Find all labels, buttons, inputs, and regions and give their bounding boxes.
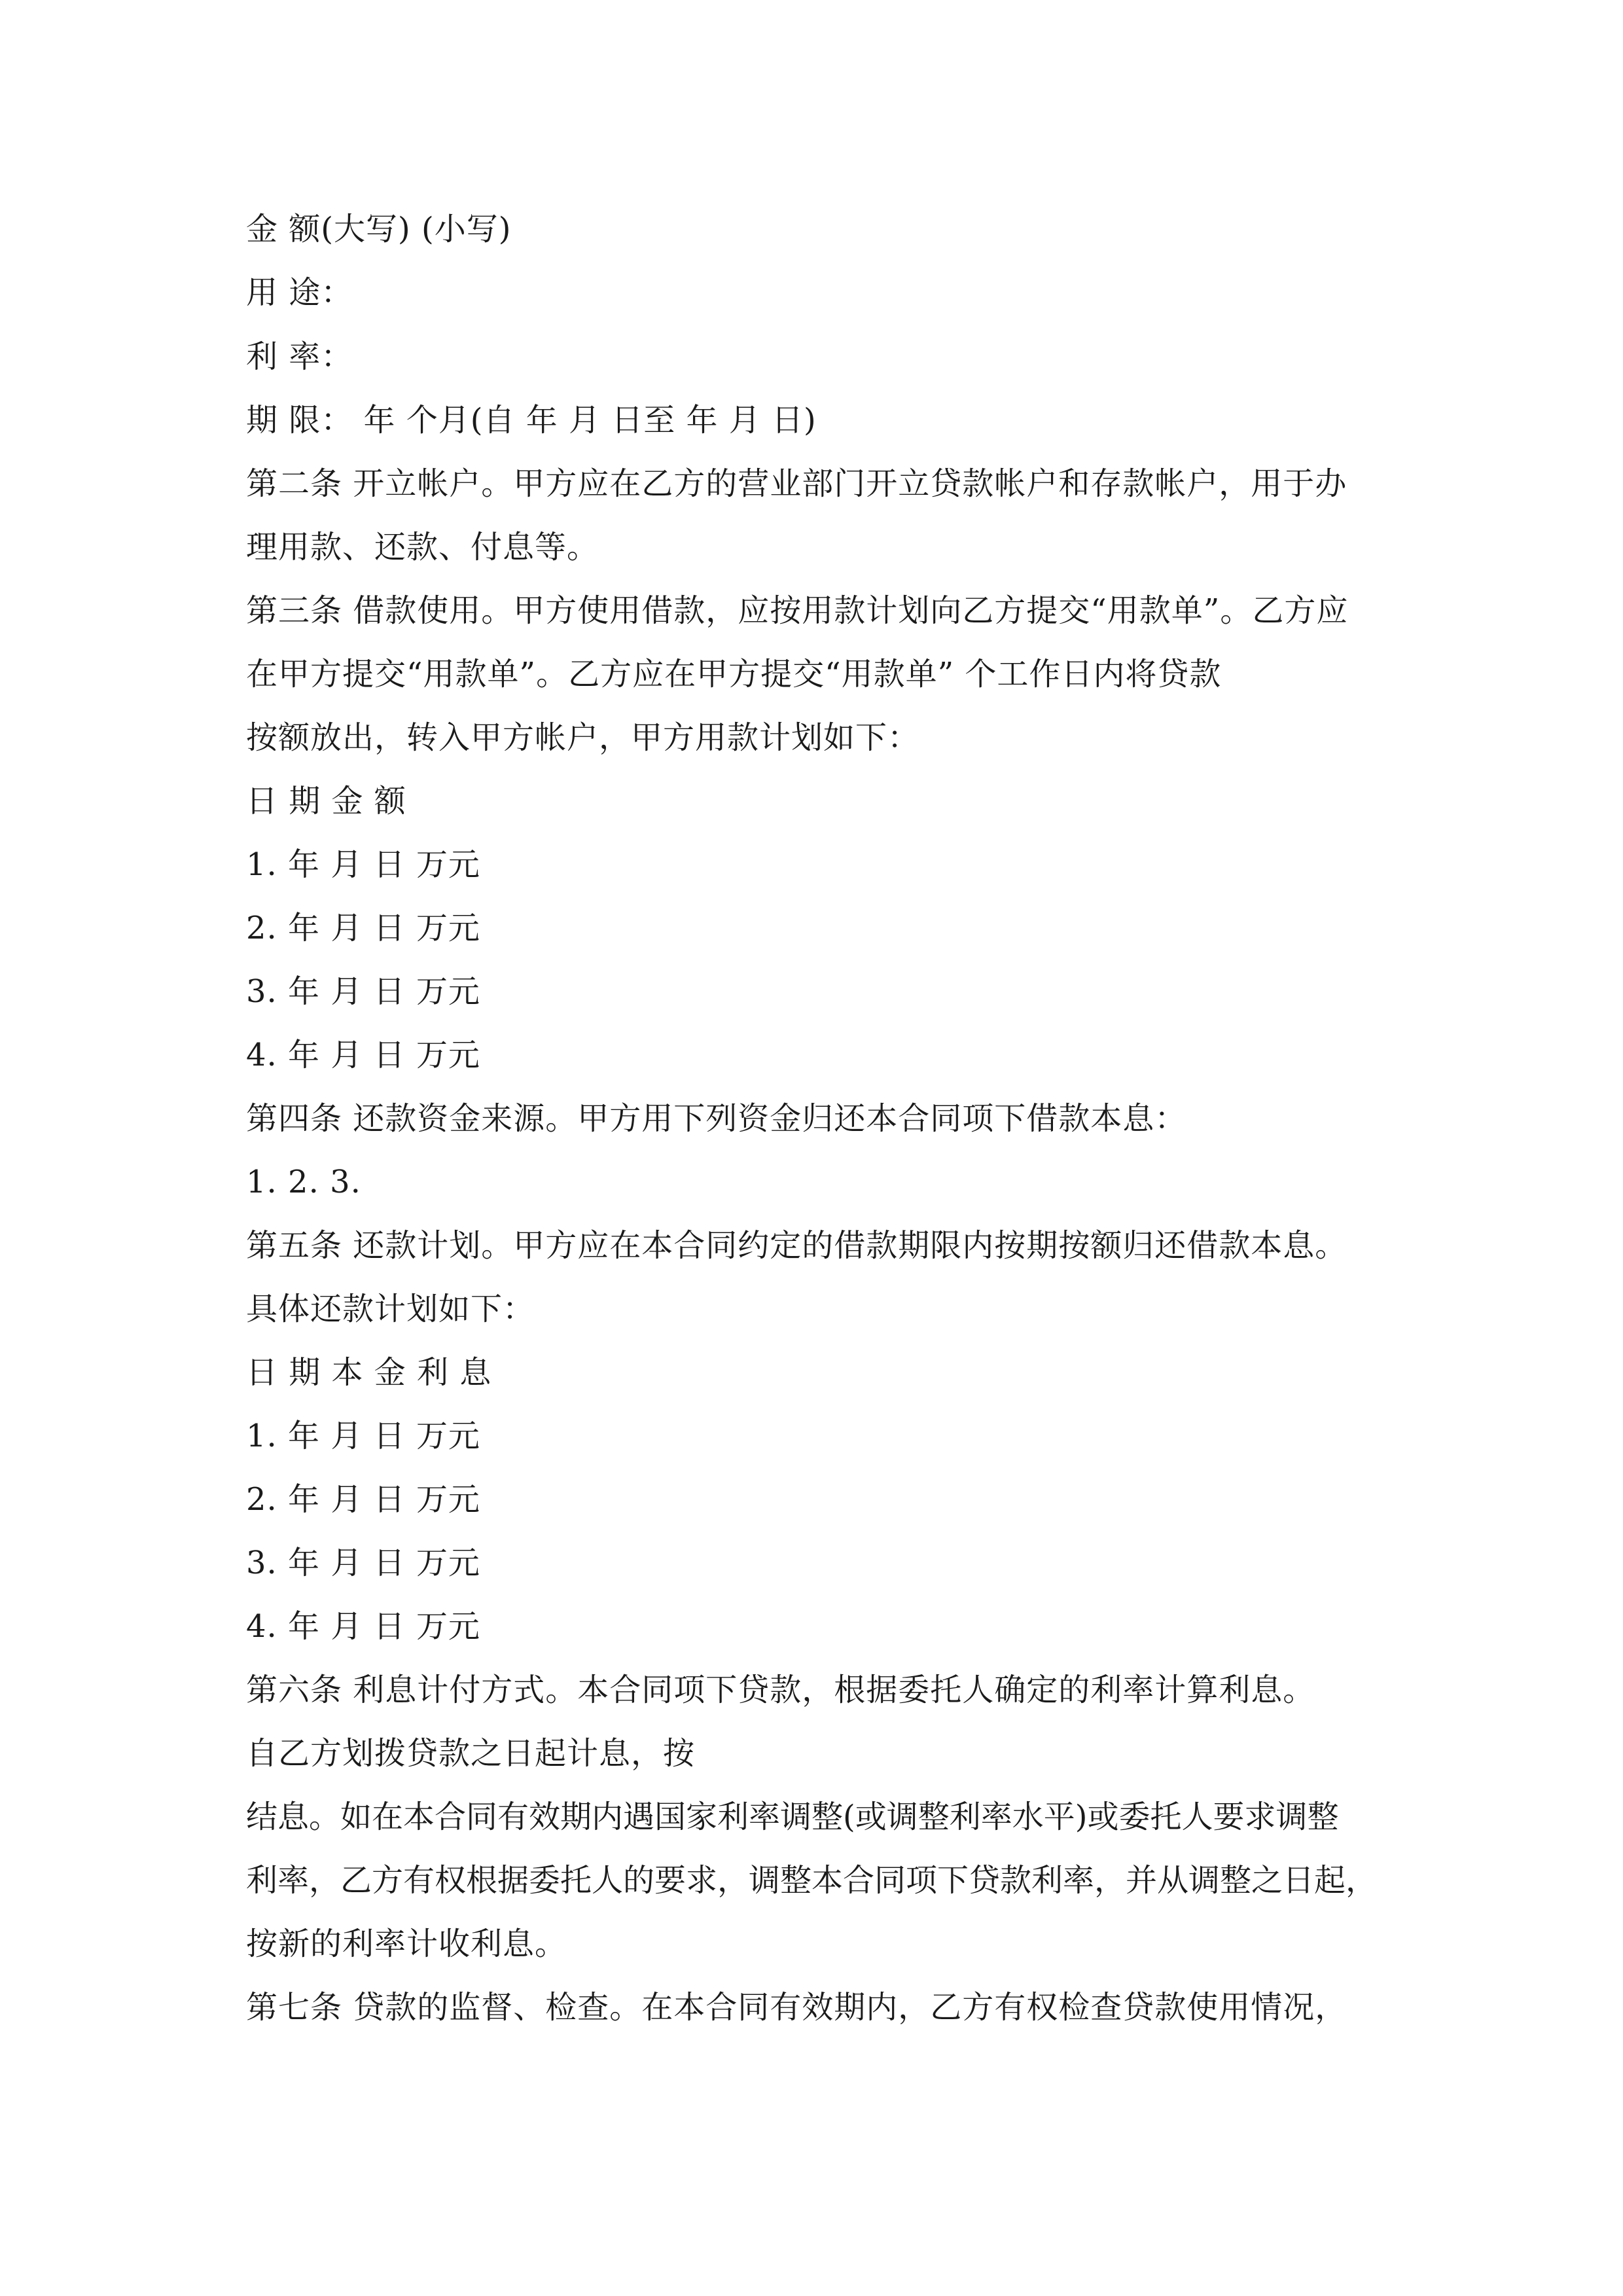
drawdown-row-2: 2. 年 月 日 万元	[246, 910, 480, 946]
loan-term-line: 期 限： 年 个月(自 年 月 日至 年 月 日)	[246, 402, 817, 439]
article-3-line-1: 第三条 借款使用。甲方使用借款，应按用款计划向乙方提交“用款单”。乙方应	[246, 592, 1349, 629]
article-5-line-2: 具体还款计划如下：	[246, 1291, 535, 1327]
article-4-line: 第四条 还款资金来源。甲方用下列资金归还本合同项下借款本息：	[246, 1100, 1187, 1137]
article-6-line-1: 第六条 利息计付方式。本合同项下贷款，根据委托人确定的利率计算利息。	[246, 1672, 1315, 1708]
article-6-line-4: 利率，乙方有权根据委托人的要求，调整本合同项下贷款利率，并从调整之日起，	[246, 1862, 1378, 1899]
repayment-row-1: 1. 年 月 日 万元	[246, 1418, 480, 1454]
article-7-line-1: 第七条 贷款的监督、检查。在本合同有效期内，乙方有权检查贷款使用情况，	[246, 1989, 1347, 2026]
loan-purpose-line: 用 途：	[246, 274, 353, 311]
article-5-line-1: 第五条 还款计划。甲方应在本合同约定的借款期限内按期按额归还借款本息。	[246, 1227, 1347, 1264]
article-6-line-3: 结息。如在本合同有效期内遇国家利率调整(或调整利率水平)或委托人要求调整	[246, 1799, 1339, 1835]
repayment-row-4: 4. 年 月 日 万元	[246, 1608, 480, 1645]
repayment-table-header: 日 期 本 金 利 息	[246, 1354, 492, 1391]
loan-amount-line: 金 额(大写) (小写)	[246, 211, 512, 247]
drawdown-row-4: 4. 年 月 日 万元	[246, 1037, 480, 1073]
article-6-line-5: 按新的利率计收利息。	[246, 1926, 567, 1962]
article-2-line-1: 第二条 开立帐户。甲方应在乙方的营业部门开立贷款帐户和存款帐户，用于办	[246, 465, 1347, 502]
article-3-line-3: 按额放出，转入甲方帐户，甲方用款计划如下：	[246, 719, 920, 756]
drawdown-row-1: 1. 年 月 日 万元	[246, 846, 480, 883]
article-6-line-2: 自乙方划拨贷款之日起计息，按	[246, 1735, 696, 1772]
repayment-row-3: 3. 年 月 日 万元	[246, 1545, 480, 1581]
repayment-row-2: 2. 年 月 日 万元	[246, 1481, 480, 1518]
interest-rate-line: 利 率：	[246, 338, 353, 375]
article-3-line-2: 在甲方提交“用款单”。乙方应在甲方提交“用款单” 个工作日内将贷款	[246, 656, 1222, 692]
article-2-line-2: 理用款、还款、付息等。	[246, 529, 599, 565]
drawdown-row-3: 3. 年 月 日 万元	[246, 973, 480, 1010]
drawdown-table-header: 日 期 金 额	[246, 783, 406, 819]
repayment-sources-line: 1. 2. 3.	[246, 1164, 361, 1200]
